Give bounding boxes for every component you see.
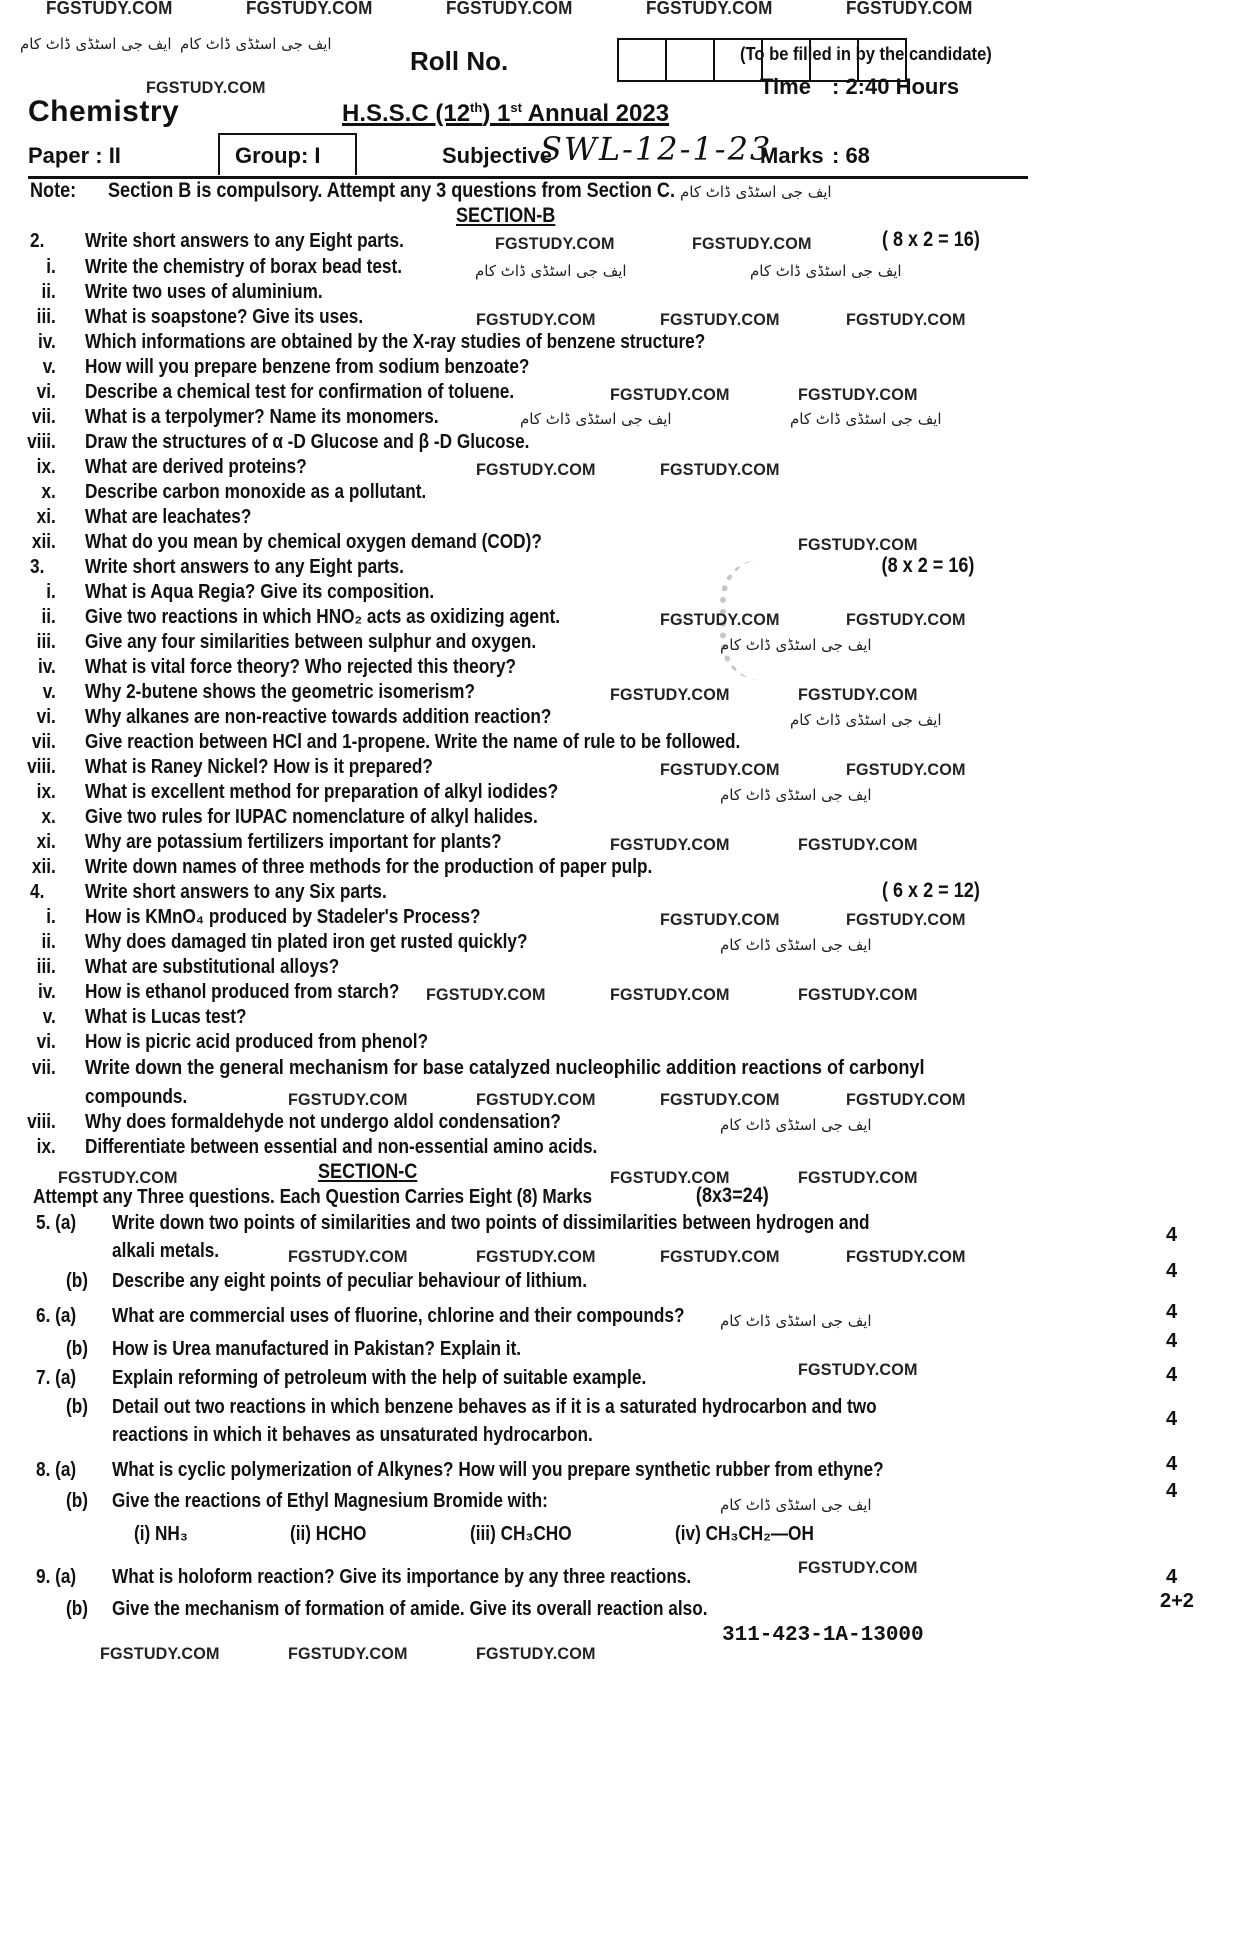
question-part: What are commercial uses of fluorine, chlorine and their compounds? [112, 1305, 685, 1327]
part-number: vii. [31, 731, 56, 753]
question-part: What are derived proteins? [85, 456, 307, 478]
urdu-watermark: ایف جی اسٹڈی ڈاٹ کام [790, 410, 942, 428]
note-label: Note: [30, 179, 77, 202]
part-number: iii. [36, 306, 56, 328]
watermark: FGSTUDY.COM [798, 1558, 918, 1577]
paper-code: 311-423-1A-13000 [722, 1624, 924, 1647]
question-part: Explain reforming of petroleum with the help of suitable example. [112, 1367, 647, 1389]
part-marks: 4 [1166, 1364, 1178, 1386]
watermark: FGSTUDY.COM [288, 1644, 408, 1663]
part-marks: 2+2 [1160, 1590, 1194, 1612]
watermark: FGSTUDY.COM [660, 760, 780, 779]
question-part: Give the mechanism of formation of amide. Give its overall reaction also. [112, 1598, 708, 1620]
watermark: FGSTUDY.COM [846, 1247, 966, 1266]
section-c-marks: (8x3=24) [695, 1184, 769, 1207]
watermark: FGSTUDY.COM [446, 0, 573, 18]
part-number: vii. [31, 406, 56, 428]
total-marks: : 68 [832, 143, 870, 168]
marks-label: Marks [760, 143, 824, 168]
part-number: iv. [37, 656, 56, 678]
watermark: FGSTUDY.COM [798, 835, 918, 854]
question-part: How is ethanol produced from starch? [85, 981, 400, 1003]
watermark: FGSTUDY.COM [846, 310, 966, 329]
watermark: FGSTUDY.COM [798, 685, 918, 704]
question-part: What do you mean by chemical oxygen demand (COD)? [85, 531, 542, 553]
urdu-watermark: ایف جی اسٹڈی ڈاٹ کام [680, 183, 832, 201]
question-instruction: Write short answers to any Six parts. [85, 881, 387, 903]
urdu-watermark: ایف جی اسٹڈی ڈاٹ کام [475, 262, 627, 280]
question-part: How will you prepare benzene from sodium benzoate? [85, 356, 530, 378]
watermark: FGSTUDY.COM [476, 1247, 596, 1266]
question-part: What is Lucas test? [85, 1006, 247, 1028]
watermark: FGSTUDY.COM [798, 1168, 918, 1187]
question-part: Write the chemistry of borax bead test. [85, 256, 403, 278]
question-number: 8. (a) [36, 1459, 77, 1481]
watermark: FGSTUDY.COM [660, 910, 780, 929]
watermark: FGSTUDY.COM [798, 985, 918, 1004]
urdu-watermark: ایف جی اسٹڈی ڈاٹ کام [750, 262, 902, 280]
question-part: Draw the structures of α -D Glucose and β -D Glucose. [85, 431, 530, 453]
part-number: vi. [36, 1031, 56, 1053]
question-part: How is Urea manufactured in Pakistan? Explain it. [112, 1338, 522, 1360]
part-number: i. [46, 581, 56, 603]
watermark: FGSTUDY.COM [798, 535, 918, 554]
question-part: Write down names of three methods for the production of paper pulp. [85, 856, 653, 878]
part-marks: 4 [1166, 1301, 1178, 1323]
question-part: What are substitutional alloys? [85, 956, 340, 978]
question-part: What is excellent method for preparation of alkyl iodides? [85, 781, 559, 803]
question-part: Write down two points of similarities and two points of dissimilarities between hydrogen and [112, 1212, 870, 1234]
part-number: viii. [27, 1111, 56, 1133]
question-part: What is cyclic polymerization of Alkynes? How will you prepare synthetic rubber from ethyne? [112, 1459, 884, 1481]
question-part: Write two uses of aluminium. [85, 281, 323, 303]
watermark: FGSTUDY.COM [246, 0, 373, 18]
question-part: What is soapstone? Give its uses. [85, 306, 364, 328]
roll-no-note: (To be filled in by the candidate) [740, 44, 992, 64]
watermark: FGSTUDY.COM [100, 1644, 220, 1663]
part-number: ii. [41, 281, 56, 303]
part-number: x. [41, 806, 56, 828]
time-label: Time [760, 74, 811, 99]
roll-no-digit-box[interactable] [667, 40, 715, 80]
watermark: FGSTUDY.COM [476, 460, 596, 479]
part-number: vi. [36, 381, 56, 403]
question-part: How is picric acid produced from phenol? [85, 1031, 429, 1053]
watermark: FGSTUDY.COM [610, 1168, 730, 1187]
question-part: Why 2-butene shows the geometric isomerism? [85, 681, 475, 703]
watermark: FGSTUDY.COM [610, 385, 730, 404]
urdu-watermark: ایف جی اسٹڈی ڈاٹ کام [720, 786, 872, 804]
question-part: Give two rules for IUPAC nomenclature of alkyl halides. [85, 806, 538, 828]
part-label: (b) [66, 1396, 88, 1418]
part-marks: 4 [1166, 1224, 1178, 1246]
watermark: FGSTUDY.COM [846, 610, 966, 629]
part-number: xi. [36, 831, 56, 853]
question-marks: (8 x 2 = 16) [881, 554, 975, 577]
question-number: 9. (a) [36, 1566, 77, 1588]
watermark: FGSTUDY.COM [846, 910, 966, 929]
exam-title: H.S.S.C (12th) 1st Annual 2023 [342, 100, 670, 127]
question-part: Why does damaged tin plated iron get rusted quickly? [85, 931, 528, 953]
part-number: v. [42, 681, 56, 703]
part-number: iii. [36, 631, 56, 653]
watermark: FGSTUDY.COM [660, 610, 780, 629]
watermark: FGSTUDY.COM [798, 1360, 918, 1379]
watermark: FGSTUDY.COM [610, 685, 730, 704]
watermark: FGSTUDY.COM [610, 835, 730, 854]
question-part: Differentiate between essential and non-essential amino acids. [85, 1136, 598, 1158]
note-text: Section B is compulsory. Attempt any 3 questions from Section C. [108, 179, 675, 202]
watermark: FGSTUDY.COM [692, 234, 812, 253]
urdu-watermark: ایف جی اسٹڈی ڈاٹ کام [720, 1312, 872, 1330]
watermark: FGSTUDY.COM [426, 985, 546, 1004]
part-marks: 4 [1166, 1566, 1178, 1588]
part-number: ix. [36, 456, 56, 478]
part-number: vi. [36, 706, 56, 728]
watermark: FGSTUDY.COM [46, 0, 173, 18]
question-part: How is KMnO₄ produced by Stadeler's Process? [85, 906, 481, 928]
watermark: FGSTUDY.COM [660, 1247, 780, 1266]
part-label: (b) [66, 1270, 88, 1292]
reagent-option: (iii) CH₃CHO [470, 1523, 572, 1545]
section-c-title: SECTION-C [318, 1160, 418, 1183]
part-marks: 4 [1166, 1260, 1178, 1282]
watermark: FGSTUDY.COM [660, 1090, 780, 1109]
watermark: FGSTUDY.COM [610, 985, 730, 1004]
part-number: ix. [36, 781, 56, 803]
question-part: Describe a chemical test for confirmation of toluene. [85, 381, 515, 403]
question-number: 4. [30, 881, 45, 903]
question-part: What is holoform reaction? Give its importance by any three reactions. [112, 1566, 692, 1588]
question-part: What is a terpolymer? Name its monomers. [85, 406, 439, 428]
part-label: (b) [66, 1598, 88, 1620]
watermark: FGSTUDY.COM [846, 1090, 966, 1109]
question-part: Which informations are obtained by the X-ray studies of benzene structure? [85, 331, 706, 353]
question-marks: ( 6 x 2 = 12) [881, 879, 980, 902]
urdu-watermark: ایف جی اسٹڈی ڈاٹ کام [720, 636, 872, 654]
watermark: FGSTUDY.COM [846, 0, 973, 18]
question-part: Why are potassium fertilizers important for plants? [85, 831, 502, 853]
question-number: 7. (a) [36, 1367, 77, 1389]
part-marks: 4 [1166, 1480, 1178, 1502]
group-label: Group: I [235, 143, 321, 168]
question-part: Why does formaldehyde not undergo aldol condensation? [85, 1111, 561, 1133]
question-marks: ( 8 x 2 = 16) [881, 228, 980, 251]
part-number: x. [41, 481, 56, 503]
part-label: (b) [66, 1338, 88, 1360]
question-part: Detail out two reactions in which benzene behaves as if it is a saturated hydrocarbon and two [112, 1396, 877, 1418]
watermark: FGSTUDY.COM [660, 310, 780, 329]
question-part-continuation: alkali metals. [112, 1240, 220, 1262]
urdu-watermark: ایف جی اسٹڈی ڈاٹ کام [720, 936, 872, 954]
paper-type: Subjective [442, 143, 553, 168]
paper-label: Paper : II [28, 143, 121, 168]
part-number: i. [46, 256, 56, 278]
watermark: FGSTUDY.COM [660, 460, 780, 479]
part-number: ii. [41, 606, 56, 628]
question-number: 2. [30, 230, 45, 252]
part-number: iii. [36, 956, 56, 978]
part-marks: 4 [1166, 1330, 1178, 1352]
part-number: xii. [31, 856, 56, 878]
urdu-watermark: ایف جی اسٹڈی ڈاٹ کام [720, 1116, 872, 1134]
question-number: 5. (a) [36, 1212, 77, 1234]
question-part: Give the reactions of Ethyl Magnesium Bromide with: [112, 1490, 548, 1512]
part-number: iv. [37, 331, 56, 353]
part-marks: 4 [1166, 1408, 1178, 1430]
watermark: FGSTUDY.COM [476, 1090, 596, 1109]
section-c-instruction: Attempt any Three questions. Each Question Carries Eight (8) Marks [33, 1186, 593, 1208]
part-marks: 4 [1166, 1453, 1178, 1475]
watermark: FGSTUDY.COM [476, 1644, 596, 1663]
question-part: Why alkanes are non-reactive towards addition reaction? [85, 706, 552, 728]
part-number: viii. [27, 431, 56, 453]
question-part: What is Raney Nickel? How is it prepared? [85, 756, 433, 778]
roll-no-digit-box[interactable] [619, 40, 667, 80]
part-number: ix. [36, 1136, 56, 1158]
part-number: vii. [31, 1057, 56, 1079]
part-number: ii. [41, 931, 56, 953]
question-part: Give two reactions in which HNO₂ acts as oxidizing agent. [85, 606, 561, 628]
reagent-option: (i) NH₃ [134, 1523, 188, 1545]
reagent-option: (iv) CH₃CH₂—OH [675, 1523, 814, 1545]
part-number: viii. [27, 756, 56, 778]
watermark: FGSTUDY.COM [798, 385, 918, 404]
urdu-watermark: ایف جی اسٹڈی ڈاٹ کام [20, 35, 172, 53]
reagent-option: (ii) HCHO [290, 1523, 367, 1545]
part-number: xii. [31, 531, 56, 553]
part-number: xi. [36, 506, 56, 528]
watermark: FGSTUDY.COM [476, 310, 596, 329]
subject-title: Chemistry [28, 95, 180, 128]
watermark: FGSTUDY.COM [495, 234, 615, 253]
question-part-continuation: compounds. [85, 1086, 188, 1108]
roll-no-label: Roll No. [410, 46, 509, 76]
question-instruction: Write short answers to any Eight parts. [85, 556, 404, 578]
question-number: 3. [30, 556, 45, 578]
urdu-watermark: ایف جی اسٹڈی ڈاٹ کام [520, 410, 672, 428]
question-number: 6. (a) [36, 1305, 77, 1327]
part-label: (b) [66, 1490, 88, 1512]
urdu-watermark: ایف جی اسٹڈی ڈاٹ کام [790, 711, 942, 729]
time-value: : 2:40 Hours [832, 74, 960, 99]
question-part: Give any four similarities between sulphur and oxygen. [85, 631, 537, 653]
question-part: What is vital force theory? Who rejected this theory? [85, 656, 517, 678]
question-part: What is Aqua Regia? Give its composition. [85, 581, 435, 603]
watermark: FGSTUDY.COM [646, 0, 773, 18]
part-number: iv. [37, 981, 56, 1003]
watermark: FGSTUDY.COM [58, 1168, 178, 1187]
part-number: v. [42, 1006, 56, 1028]
section-b-title: SECTION-B [456, 204, 556, 227]
watermark: FGSTUDY.COM [288, 1090, 408, 1109]
urdu-watermark: ایف جی اسٹڈی ڈاٹ کام [720, 1496, 872, 1514]
question-part: Describe carbon monoxide as a pollutant. [85, 481, 427, 503]
watermark: FGSTUDY.COM [146, 78, 266, 97]
watermark: FGSTUDY.COM [846, 760, 966, 779]
question-part: Write down the general mechanism for base catalyzed nucleophilic addition reactions of carbonyl [85, 1057, 925, 1079]
watermark: FGSTUDY.COM [288, 1247, 408, 1266]
handwritten-code: SWL-12-1-23 [540, 130, 773, 168]
question-instruction: Write short answers to any Eight parts. [85, 230, 404, 252]
question-part: Describe any eight points of peculiar behaviour of lithium. [112, 1270, 587, 1292]
urdu-watermark: ایف جی اسٹڈی ڈاٹ کام [180, 35, 332, 53]
question-part: Give reaction between HCl and 1-propene. Write the name of rule to be followed. [85, 731, 741, 753]
question-part: What are leachates? [85, 506, 252, 528]
part-number: v. [42, 356, 56, 378]
part-number: i. [46, 906, 56, 928]
question-part-continuation: reactions in which it behaves as unsaturated hydrocarbon. [112, 1424, 593, 1446]
